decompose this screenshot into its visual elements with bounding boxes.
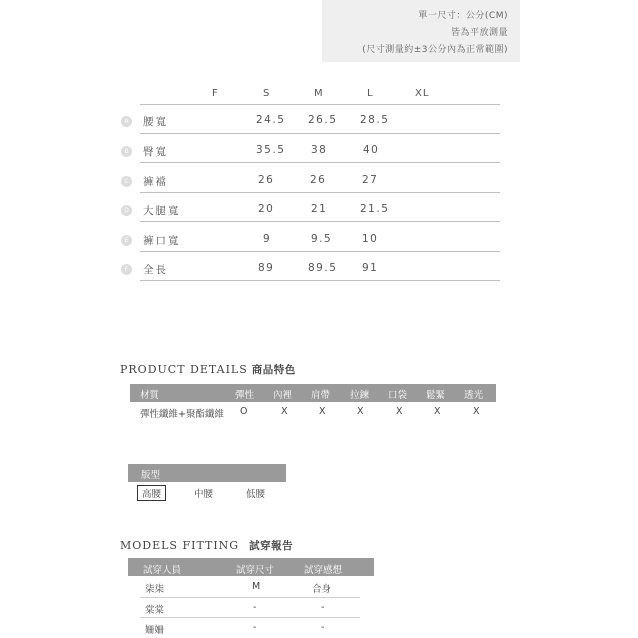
cell-rise-l: 27 xyxy=(362,174,379,186)
value-material: 彈性纖維+聚酯纖維 xyxy=(140,409,224,420)
model-feedback: - xyxy=(321,602,325,613)
header-sheer: 透光 xyxy=(464,390,484,401)
size-table-divider xyxy=(140,104,500,105)
cell-hip-m: 38 xyxy=(311,144,328,156)
size-note-tolerance: (尺寸測量約±3公分內為正常範圍) xyxy=(362,45,508,55)
header-lining: 內裡 xyxy=(273,390,293,401)
cell-rise-m: 26 xyxy=(310,174,327,186)
fit-option-mid-waist: 中腰 xyxy=(194,489,214,500)
fit-header: 版型 xyxy=(141,470,161,481)
header-elastic-band: 鬆緊 xyxy=(426,390,446,401)
value-lining: X xyxy=(281,406,288,417)
cell-hip-l: 40 xyxy=(363,144,380,156)
row-badge: B xyxy=(121,146,132,157)
cell-hem-m: 9.5 xyxy=(311,233,333,245)
models-fitting-title xyxy=(120,538,293,553)
cell-hem-s: 9 xyxy=(263,233,272,245)
size-table-divider xyxy=(140,133,500,134)
row-label-hem: 褲口寬 xyxy=(143,235,181,247)
header-model-feedback: 試穿感想 xyxy=(304,565,343,576)
row-label-length: 全長 xyxy=(143,264,168,276)
cell-waist-m: 26.5 xyxy=(308,114,338,126)
model-feedback: - xyxy=(321,622,325,633)
cell-hip-s: 35.5 xyxy=(256,144,286,156)
header-model-size: 試穿尺寸 xyxy=(236,565,275,576)
size-table-divider xyxy=(140,251,500,252)
cell-thigh-s: 20 xyxy=(258,203,275,215)
header-elasticity: 彈性 xyxy=(235,390,255,401)
cell-waist-l: 28.5 xyxy=(360,114,390,126)
model-name: 姍姍 xyxy=(145,625,165,636)
size-header-m: M xyxy=(314,88,324,99)
model-size: M xyxy=(252,581,261,592)
model-name: 柒柒 xyxy=(145,584,165,595)
size-table-divider xyxy=(140,221,500,222)
models-fitting-title-zh: 試穿報告 xyxy=(249,540,294,552)
size-header-s: S xyxy=(263,88,271,99)
size-table-divider xyxy=(140,162,500,163)
row-label-rise: 褲襠 xyxy=(143,176,168,188)
header-model-name: 試穿人員 xyxy=(143,565,182,576)
row-badge: C xyxy=(121,176,132,187)
header-zipper: 拉鍊 xyxy=(350,390,370,401)
header-material: 材質 xyxy=(140,390,160,401)
size-note-box xyxy=(322,0,520,62)
row-label-thigh: 大腿寬 xyxy=(143,205,181,217)
value-zipper: X xyxy=(357,406,364,417)
row-badge: A xyxy=(121,116,132,127)
fit-option-high-waist: 高腰 xyxy=(137,485,166,501)
fit-option-low-waist: 低腰 xyxy=(246,489,266,500)
size-header-l: L xyxy=(367,88,374,99)
value-sheer: X xyxy=(473,406,480,417)
size-header-f: F xyxy=(212,88,219,99)
size-note-unit: 單一尺寸：公分(CM) xyxy=(418,11,508,21)
product-details-title xyxy=(120,362,296,377)
size-table-divider xyxy=(140,280,500,281)
header-pockets: 口袋 xyxy=(388,390,408,401)
cell-length-s: 89 xyxy=(258,262,275,274)
models-row-divider xyxy=(140,617,360,618)
row-badge: E xyxy=(121,235,132,246)
cell-length-m: 89.5 xyxy=(308,262,338,274)
cell-thigh-l: 21.5 xyxy=(360,203,390,215)
product-details-title-en: PRODUCT DETAILS xyxy=(120,363,248,376)
cell-thigh-m: 21 xyxy=(311,203,328,215)
model-size: - xyxy=(253,622,257,633)
size-note-method: 皆為平放測量 xyxy=(450,28,508,38)
cell-waist-s: 24.5 xyxy=(256,114,286,126)
model-feedback: 合身 xyxy=(312,584,332,595)
row-label-hip: 臀寬 xyxy=(143,146,168,158)
value-straps: X xyxy=(319,406,326,417)
cell-hem-l: 10 xyxy=(362,233,379,245)
cell-rise-s: 26 xyxy=(258,174,275,186)
value-elasticity: O xyxy=(240,406,248,417)
value-elastic-band: X xyxy=(434,406,441,417)
product-details-title-zh: 商品特色 xyxy=(251,364,296,376)
header-straps: 肩帶 xyxy=(311,390,331,401)
models-row-divider xyxy=(140,597,360,598)
row-label-waist: 腰寬 xyxy=(143,116,168,128)
model-name: 棠棠 xyxy=(145,605,165,616)
value-pockets: X xyxy=(396,406,403,417)
row-badge: F xyxy=(121,264,132,275)
cell-length-l: 91 xyxy=(362,262,379,274)
model-size: - xyxy=(253,602,257,613)
size-header-xl: XL xyxy=(415,88,430,99)
row-badge: D xyxy=(121,205,132,216)
models-fitting-title-en: MODELS FITTING xyxy=(120,539,240,552)
size-table-divider xyxy=(140,192,500,193)
